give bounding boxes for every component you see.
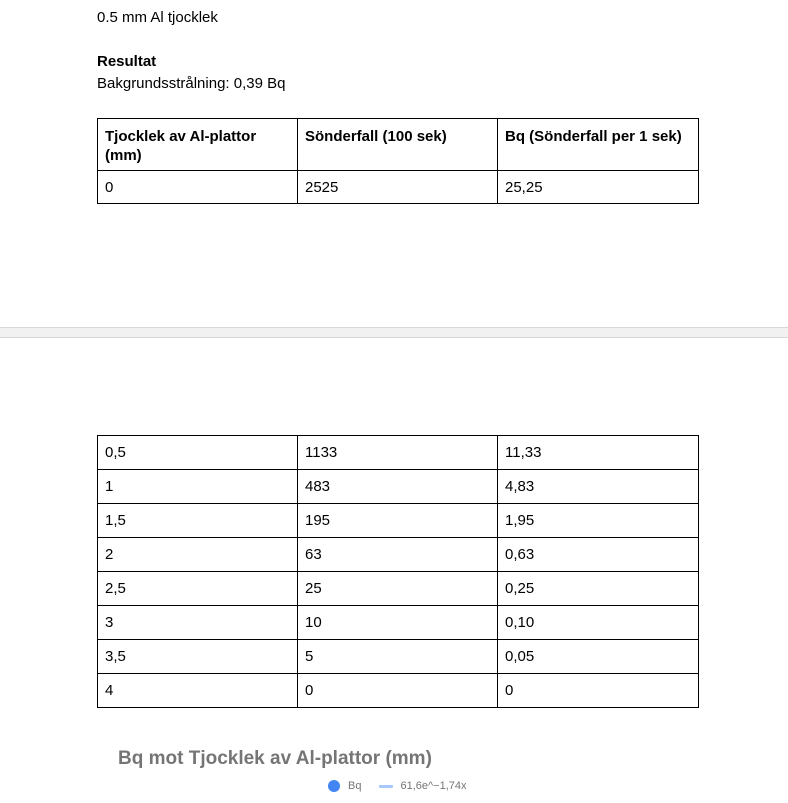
table-cell: 3,5 xyxy=(98,640,298,674)
intro-line: 0.5 mm Al tjocklek xyxy=(97,9,218,26)
table-cell: 1,95 xyxy=(498,504,699,538)
header-bq: Bq (Sönderfall per 1 sek) xyxy=(498,119,699,171)
table-cell: 1 xyxy=(98,470,298,504)
table-cell: 2525 xyxy=(298,171,498,204)
table-cell: 195 xyxy=(298,504,498,538)
table-row xyxy=(98,674,699,708)
table-cell: 4,83 xyxy=(498,470,699,504)
legend-item-bq xyxy=(328,780,361,792)
table-cell: 0,63 xyxy=(498,538,699,572)
table-cell: 2 xyxy=(98,538,298,572)
document-page-2 xyxy=(0,337,788,803)
chart-title: Bq mot Tjocklek av Al-plattor (mm) xyxy=(118,748,432,769)
background-radiation-text: Bakgrundsstrålning: 0,39 Bq xyxy=(97,75,286,92)
table-cell: 1133 xyxy=(298,436,498,470)
table-cell: 4 xyxy=(98,674,298,708)
results-heading: Resultat xyxy=(97,53,157,70)
table-cell: 2,5 xyxy=(98,572,298,606)
table-cell: 25 xyxy=(298,572,498,606)
chart-legend xyxy=(328,780,485,792)
table-cell: 11,33 xyxy=(498,436,699,470)
table-cell: 25,25 xyxy=(498,171,699,204)
legend-line-icon xyxy=(379,785,393,788)
table-cell: 0,25 xyxy=(498,572,699,606)
table-cell: 0 xyxy=(498,674,699,708)
table-row xyxy=(98,538,699,572)
table-cell: 0 xyxy=(98,171,298,204)
header-thickness: Tjocklek av Al-plattor (mm) xyxy=(98,119,298,171)
table-row xyxy=(98,606,699,640)
results-table-part-2 xyxy=(97,435,699,708)
table-cell: 0,10 xyxy=(498,606,699,640)
document-page-1 xyxy=(0,0,788,328)
table-cell: 0 xyxy=(298,674,498,708)
legend-dot-icon xyxy=(328,780,340,792)
table-cell: 0,05 xyxy=(498,640,699,674)
table-cell: 1,5 xyxy=(98,504,298,538)
table-cell: 5 xyxy=(298,640,498,674)
table-row xyxy=(98,171,699,204)
table-header-row xyxy=(98,119,699,171)
table-cell: 10 xyxy=(298,606,498,640)
table-cell: 0,5 xyxy=(98,436,298,470)
table-row xyxy=(98,470,699,504)
table-row xyxy=(98,572,699,606)
legend-item-trendline xyxy=(379,780,466,792)
table-cell: 63 xyxy=(298,538,498,572)
header-decays: Sönderfall (100 sek) xyxy=(298,119,498,171)
legend-label: 61,6e^−1,74x xyxy=(400,780,467,792)
results-table-part-1 xyxy=(97,118,699,204)
table-row xyxy=(98,436,699,470)
table-row xyxy=(98,640,699,674)
table-cell: 483 xyxy=(298,470,498,504)
legend-label: Bq xyxy=(348,780,362,792)
table-cell: 3 xyxy=(98,606,298,640)
table-row xyxy=(98,504,699,538)
